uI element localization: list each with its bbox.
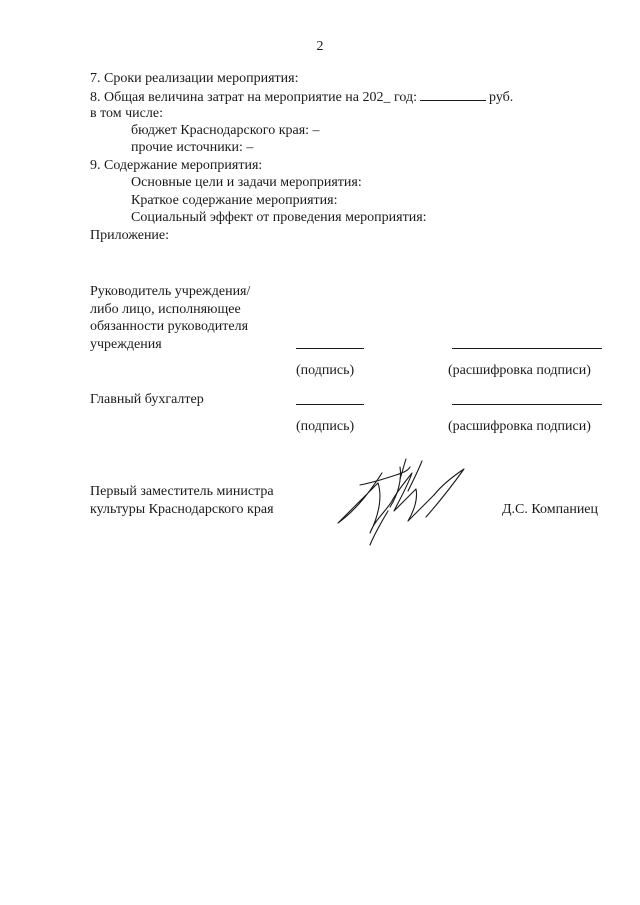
goals-label: Основные цели и задачи мероприятия: (131, 175, 362, 190)
including-label: в том числе: (90, 106, 163, 121)
appendix-label: Приложение: (90, 228, 170, 243)
other-sources: прочие источники: – (131, 140, 254, 155)
accountant-signature-line (296, 404, 364, 405)
social-effect-label: Социальный эффект от проведения мероприятия: (131, 210, 427, 225)
item-8-text: 8. Общая величина затрат на мероприятие на 202_ год: (90, 90, 418, 105)
chief-accountant-title: Главный бухгалтер (90, 392, 204, 407)
head-decode-line (452, 348, 602, 349)
cost-blank (420, 88, 486, 101)
head-title-line-3: обязанности руководителя (90, 319, 249, 334)
budget-krasnodar: бюджет Краснодарского края: – (131, 123, 320, 138)
head-signature-line (296, 348, 364, 349)
accountant-signature-caption: (подпись) (296, 419, 355, 434)
approver-title-line-1: Первый заместитель министра (90, 484, 274, 499)
approver-title-line-2: культуры Краснодарского края (90, 502, 274, 517)
item-9-content: 9. Содержание мероприятия: (90, 158, 263, 173)
handwritten-signature (330, 455, 480, 550)
head-title-line-1: Руководитель учреждения/ (90, 284, 251, 299)
summary-label: Краткое содержание мероприятия: (131, 193, 338, 208)
accountant-decode-caption: (расшифровка подписи) (448, 419, 591, 434)
accountant-decode-line (452, 404, 602, 405)
currency-label: руб. (489, 90, 514, 105)
head-decode-caption: (расшифровка подписи) (448, 363, 591, 378)
head-title-line-4: учреждения (90, 337, 162, 352)
head-signature-caption: (подпись) (296, 363, 355, 378)
approver-name: Д.С. Компаниец (502, 502, 599, 517)
head-title-line-2: либо лицо, исполняющее (90, 302, 241, 317)
page-number: 2 (316, 39, 324, 54)
item-7-deadlines: 7. Сроки реализации мероприятия: (90, 71, 299, 86)
item-8-total-cost (90, 88, 513, 106)
